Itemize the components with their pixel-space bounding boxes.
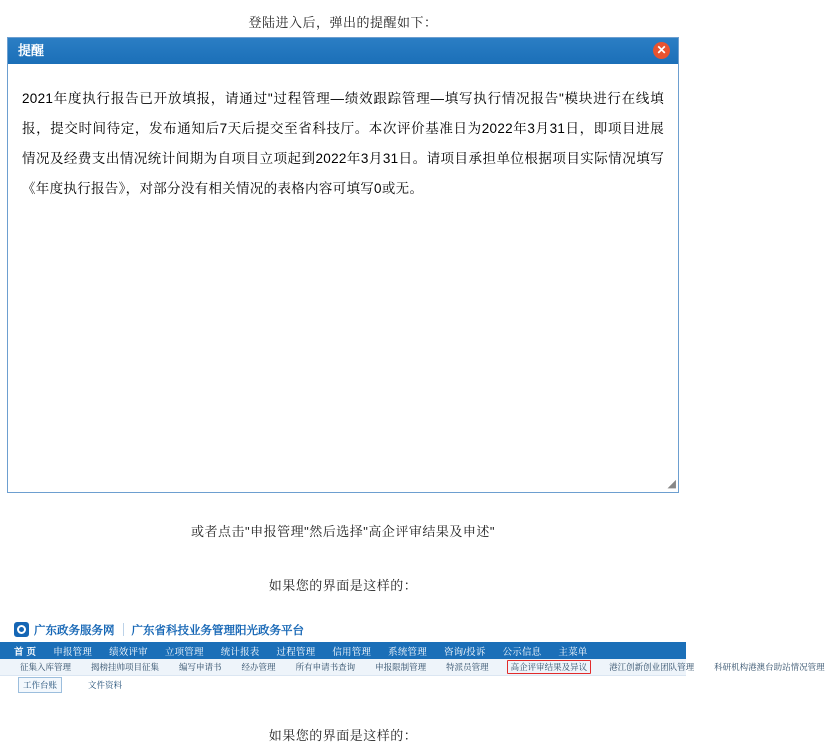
header-divider bbox=[123, 623, 124, 636]
caption-top: 登陆进入后，弹出的提醒如下： bbox=[248, 15, 438, 30]
close-icon[interactable]: ✕ bbox=[653, 42, 670, 59]
resize-glyph: ◢ bbox=[667, 478, 676, 490]
nav-item-declaration[interactable]: 申报管理 bbox=[53, 646, 93, 658]
nav-item-system-management[interactable]: 系统管理 bbox=[388, 646, 427, 658]
nav-item-process-management[interactable]: 过程管理 bbox=[276, 646, 316, 658]
portal-sub-brand: 广东省科技业务管理阳光政务平台 bbox=[131, 624, 304, 637]
caption-middle-2: 如果您的界面是这样的： bbox=[268, 578, 418, 593]
nav-item-public-info[interactable]: 公示信息 bbox=[502, 646, 542, 658]
caption-bottom: 如果您的界面是这样的： bbox=[268, 728, 418, 743]
tab-documents[interactable]: 文件资料 bbox=[88, 679, 123, 690]
tab-work-ledger[interactable]: 工作台账 bbox=[18, 677, 62, 693]
dialog-body bbox=[8, 64, 678, 492]
subnav-item-write-application[interactable]: 编写申请书 bbox=[179, 662, 222, 672]
portal-screenshot bbox=[0, 617, 825, 702]
notice-dialog bbox=[7, 37, 679, 493]
subnav-item-commissioner-management[interactable]: 特派员管理 bbox=[446, 662, 489, 672]
portal-brand: 广东政务服务网 bbox=[34, 624, 115, 637]
nav-item-performance-review[interactable]: 绩效评审 bbox=[109, 646, 148, 658]
caption-middle-1: 或者点击"申报管理"然后选择"高企评审结果及申述" bbox=[191, 524, 495, 539]
dialog-title-text: 提醒 bbox=[18, 43, 45, 58]
primary-nav bbox=[0, 642, 686, 659]
nav-item-statistics[interactable]: 统计报表 bbox=[220, 646, 260, 658]
subnav-item-research-institution[interactable]: 科研机构港澳台助站情况管理 bbox=[714, 662, 825, 672]
dialog-message: 2021年度执行报告已开放填报，请通过"过程管理—绩效跟踪管理—填写执行情况报告"模块进行在线填报，提交时间待定，发布通知后7天后提交至省科技厅。本次评价基准日为2022年3月31日，即项目进展情况及经费支出情况统计间期为自项目立项起到2022年3月31日。请项目承担单位根据项目实际情况填写《年度执行报告》，对部分没有相关情况的表格内容可填写0或无。 bbox=[22, 91, 664, 196]
subnav-item-collection-library[interactable]: 征集入库管理 bbox=[20, 662, 72, 672]
secondary-nav bbox=[0, 659, 825, 676]
tertiary-nav bbox=[0, 676, 686, 693]
gd-gov-logo-icon bbox=[14, 622, 29, 637]
nav-item-credit-management[interactable]: 信用管理 bbox=[332, 646, 372, 658]
dialog-title-bar bbox=[8, 38, 678, 64]
subnav-item-hightech-review-results[interactable]: 高企评审结果及异议 bbox=[507, 660, 592, 674]
nav-item-consult-complaint[interactable]: 咨询/投诉 bbox=[443, 646, 486, 658]
subnav-item-all-applications-query[interactable]: 所有申请书查询 bbox=[295, 662, 356, 672]
subnav-item-innovation-team[interactable]: 港江创新创业团队管理 bbox=[609, 662, 695, 672]
subnav-item-agent-management[interactable]: 经办管理 bbox=[241, 662, 276, 672]
subnav-item-declaration-limits[interactable]: 申报限制管理 bbox=[375, 662, 427, 672]
portal-header bbox=[0, 617, 686, 642]
nav-item-main-menu[interactable]: 主菜单 bbox=[558, 646, 588, 658]
subnav-item-open-competition[interactable]: 揭榜挂帅项目征集 bbox=[91, 662, 160, 672]
nav-item-home[interactable]: 首 页 bbox=[14, 646, 37, 658]
resize-handle-icon[interactable] bbox=[664, 478, 676, 490]
nav-item-project-approval[interactable]: 立项管理 bbox=[164, 646, 204, 658]
